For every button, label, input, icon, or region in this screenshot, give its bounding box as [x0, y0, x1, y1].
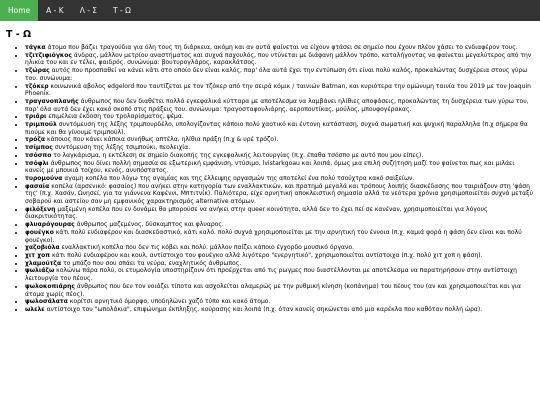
definition-item [25, 283, 534, 298]
definition-term: φουέγκο [25, 228, 54, 236]
definition-text: άνθρωπος που δεν διαθέτει πολλά εγκεφαλικά κύτταρα με αποτέλεσμα να λαμβάνει ηλίθιες αποφάσεις, προκαλώντας τη δυσχέρεια των γύρω του, παρ' όλα αυτά δεν έχει κακό σκοπό στις πράξεις του. συνώνυμα: τραγοσταφουλιάρης, αεροπουτίκας, μούλος, μπουφογέρακας. [25, 97, 529, 113]
definition-item [25, 113, 534, 121]
definition-item [25, 136, 534, 144]
definition-text: επιμέλεια έκδοση του τρολαρίσματος, ψέμα. [46, 113, 184, 121]
definition-item [25, 221, 534, 229]
definition-item [25, 183, 534, 206]
definition-term: τυρομούνα [25, 174, 63, 182]
section-title: Τ - Ω [6, 29, 32, 40]
definition-item [25, 306, 534, 314]
top-navigation [0, 0, 540, 21]
definition-text: αντίστοιχο του "ωπολάκια", επιφώνημα έκπληξης, κούρασης και λοιπά (π.χ. όταν κανείς σηκώνεται από μια καρέκλα που καθόταν πολλή ώρα). [44, 305, 483, 313]
nav-home-link[interactable]: Home [0, 0, 38, 21]
definition-term: ψωλοσάλατα [25, 298, 68, 306]
definition-item [25, 206, 534, 221]
definition-item [25, 83, 534, 98]
definition-text: άνθρωπος που δίνει πολλή σημασία σε εξωτερική εμφάνιση, ντύσιμο, lvistarkgoau και λοιπά, όμως μια επιλή συζήτηση μαζί του φαίνεται πως και μιλάει κανείς με μποικιά τοίχου, κενός, ανυπόστατος. [25, 159, 515, 175]
definition-text: κάτι πολύ ενδιαφέρον και κουλ, αντίστοιχο του φουέγκο αλλά λιγότερο "ενεργητικό", χρησιμοποιείται αντίστοιχα (π.χ. πολύ χιτ χοπ η φάση). [50, 251, 483, 259]
definition-item [25, 67, 534, 82]
definition-term: τρόζα [25, 136, 46, 144]
definition-item [25, 252, 534, 260]
definition-text: άνδρας, μάλλον μετρίου αναστήματος και συχνά παχουλός, που ντύνεται με διάφανη μάλλον τρόπο, καταλήγοντας να φαίνεται μεγαλύτερος από την ηλικία του και εν τέλει, φαιδρός. συνώνυμα: βουτυρογλάρος, καρακλάτσος. [25, 51, 532, 67]
definition-term: τζόκερ [25, 82, 49, 90]
definition-term: τσόσπο [25, 151, 52, 159]
definition-list [0, 44, 540, 314]
definition-item [25, 52, 534, 67]
definition-term: τζιτζιφιόγκος [25, 51, 72, 59]
definition-item [25, 160, 534, 175]
definition-item [25, 44, 534, 52]
definition-text: εναλλακτική κοπέλα που δεν τις κόβει και πολύ. μάλλον παίζει κάποιο έγχορδο μουσικό όργανο. [59, 244, 355, 252]
definition-text: άνθρωπος που δεν τον νοιάζει τίποτα και ασχολείται αλαμερώς με την ρυθμική κίνηση (κοπάνημα) του πέους του (αν και χρησιμοποιείται και για άτομα χωρίς πέος). [25, 282, 521, 298]
definition-term: χιτ χοπ [25, 251, 51, 259]
definition-term: τσόφλι [25, 159, 49, 167]
definition-text: κολώνω πάρα πολύ, οι ετυμολογία υποστηρίζουν ότι προέρχεται από τις ρωγμες που διαστέλλονται με αποτέλεσμα να παρατηρήσουν στην αντίστοιχη λειτουργία του πέους. [25, 267, 517, 283]
definition-text: κάποιος που κάνει κάποια συνήθως απτέλα, ηλίθια πράξη (π.χ & υρέ τρόζο). [45, 136, 279, 144]
definition-term: ψωλοκοπιάρης [25, 282, 75, 290]
definition-item [25, 121, 534, 136]
definition-item [25, 175, 534, 183]
definition-text: αυτός που προσπαθεί να κάνει κάτι στο οποίο δεν είναι καλός, παρ' όλα αυτά έχει την εντύπωση ότι είναι πολύ καλός, προκαλώντας δυσχέρεια στους γύρω του. συνώνυμα: [25, 67, 528, 82]
definition-text: κάτι πολύ ενδιαφέρον και διασκεδαστικό, κάτι καλό. πολύ συχνά χρησιμοποιείται με την αρνητική του έννοια (π.χ. καμιά φορά η φάση δεν είναι και πολύ φουέγκο). [25, 228, 522, 244]
definition-term: χαζοβιόλα [25, 244, 60, 252]
definition-text: άτομο που βάζει τραγούδια για όλη τους τη διάρκεια, ακόμη και αν αυτά φαίνεται να είχουν φτάσει σε σημείο που έχουν πλέον χάσει το ενδιαφέρον τους. [45, 44, 518, 51]
nav-link-l-s[interactable]: Λ - Σ [79, 6, 98, 15]
nav-link-t-o[interactable]: Τ - Ω [113, 6, 131, 15]
nav-link-a-k[interactable]: Α - Κ [46, 6, 64, 15]
definition-term: ωλελε [25, 305, 45, 313]
definition-item [25, 98, 534, 113]
definition-item [25, 267, 534, 282]
definition-term: φιλόξενη [25, 205, 56, 213]
definition-term: τριάρι [25, 113, 47, 121]
definition-text: κοπέλα (αρσενικό: φασαίος) που ανήκει στην κατηγορία των εναλλακτικών, και πρατημά μεγαλά και τρόπους λοιπής διασκέδασης που ταιριάζουν στη 'φάση της' (π.χ. Χασάν, Ωνησεί, για τα γιάννενα Καφέννι, Μπτιτνίκ). Παλιότερα, είχε αρνητική αποκλειστική σημασία αλλά τα νεότερα χρόνια χρησιμοποιείται συχνά μεταξύ σοβαρού και αστείου σαν μη εμφανικός χαρακτηρισμός alternative ατόμων. [25, 182, 534, 206]
definition-term: τριμπούλ [25, 121, 57, 129]
definition-term: τάγκα [25, 44, 46, 51]
definition-term: τραγανοπλανής [25, 97, 79, 105]
definition-text: συντόμευση της λέξης τριμπουρδέλο, υπολογίζοντας κάποιο πολύ χαοτικό και έντονη κατάσταση, συχνά σωματική και ψυχική παραλληλα (π.χ σήμερα θα πιούμε και θα γίνουμε τριμπούλ). [25, 121, 528, 136]
definition-item [25, 144, 534, 152]
definition-text: άνθρωπος μαζεμένος, δύσκαμπτος και φλυαρος. [74, 221, 224, 229]
definition-term: τζώρας [25, 67, 50, 75]
definition-text: μαξεμένη κοπέλα που εν δυνάμει θα μπορούσε να ανήκει στην queer κοινότητα, αλλά δεν το έχει πεί σε κανέναν, χρησιμοποιείται για λόγους διακριτικότητας. [25, 205, 488, 221]
definition-term: ψωλιάζω [25, 267, 55, 275]
definition-text: το λαγκάρισμα, η εκτέλεση σε σημείο διακοπής της εγκεφαλικής λειτουργίας (π.χ. έπαθα τσόσπο με αυτό που μου είπες). [51, 151, 424, 159]
definition-term: φλυαρόγουρας [25, 221, 75, 229]
definition-text: κοινωνικά αβολος edgelord που ταυτίζεται με τον τζόκερ από την σειρά κόμικ / ταινιών Batman, και κυριότερα την ομώνυμη ταινία του 2019 με τον Joaquin Phoenix. [25, 82, 531, 98]
definition-item [25, 244, 534, 252]
definition-text: αγαμη κοπέλα που λόγω της αγαμίας και της έλλειψης οργασμών της αποτελεί ένα πολύ τσούχτρα κακό σαιξείων. [62, 174, 415, 182]
definition-item [25, 298, 534, 306]
definition-term: τσίμπος [25, 144, 53, 152]
definition-text: το μπάζο που σου σπάει τα νεύρα, εναχλητικός άνθρωπος. [61, 259, 242, 267]
definition-item [25, 152, 534, 160]
definition-term: χλαμούτζα [25, 259, 62, 267]
definition-item [25, 229, 534, 244]
definition-text: κορίτσι αρνητικό όμορφο, υποδηλώνει χαζό τύπο και κακό άτομο. [67, 298, 271, 306]
definition-term: φασαία [25, 182, 50, 190]
definition-text: συντόμευση της λέξης τσιμπούκι, πεολειχία. [52, 144, 191, 152]
